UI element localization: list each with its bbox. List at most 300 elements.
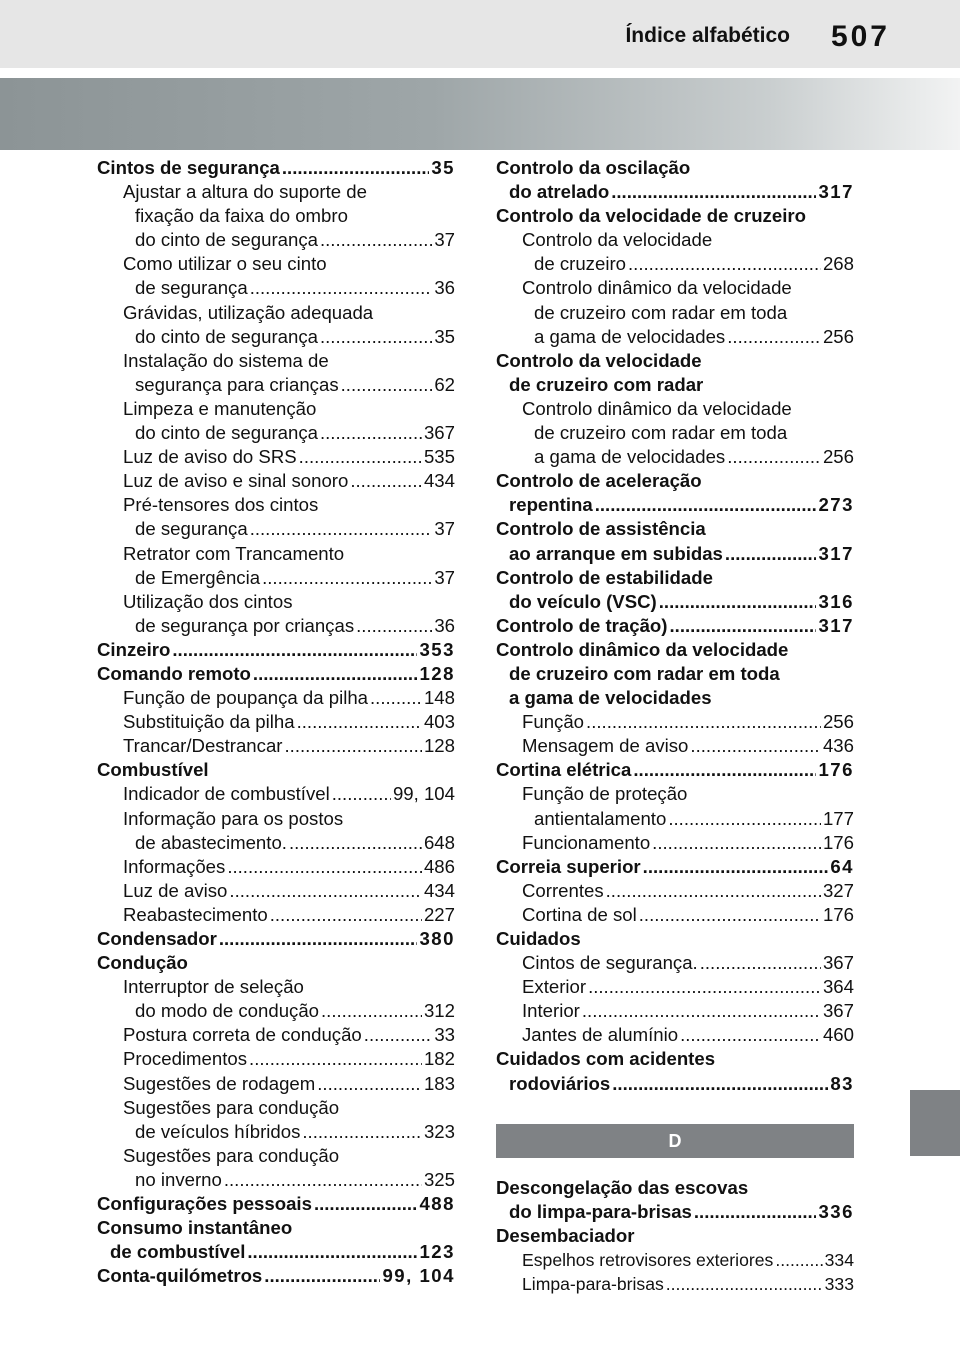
index-entry bbox=[97, 638, 455, 662]
index-line bbox=[496, 301, 854, 325]
page-reference[interactable]: 182 bbox=[423, 1048, 455, 1070]
index-subentry bbox=[97, 397, 455, 445]
leader-dots bbox=[227, 855, 422, 879]
leader-dots bbox=[317, 1072, 422, 1096]
page-reference[interactable]: 256 bbox=[822, 446, 854, 468]
index-entry bbox=[496, 758, 854, 782]
index-subentry bbox=[97, 301, 455, 349]
page-reference[interactable]: 227 bbox=[423, 903, 455, 925]
entry-term: Controlo de aceleração bbox=[496, 470, 702, 492]
page-reference[interactable]: 327 bbox=[822, 879, 854, 901]
leader-dots bbox=[262, 566, 432, 590]
index-subentry bbox=[496, 831, 854, 855]
entry-term: fixação da faixa do ombro bbox=[135, 205, 348, 227]
entry-term: de Emergência bbox=[135, 566, 261, 588]
index-line bbox=[496, 421, 854, 445]
index-line bbox=[97, 686, 455, 710]
index-line bbox=[496, 1176, 854, 1200]
letter-section-header: D bbox=[496, 1124, 854, 1158]
index-line bbox=[496, 180, 854, 204]
leader-dots bbox=[727, 325, 821, 349]
index-line bbox=[97, 975, 455, 999]
index-entry bbox=[97, 156, 455, 180]
leader-dots bbox=[694, 1200, 817, 1224]
leader-dots bbox=[249, 1047, 422, 1071]
entry-term: Cuidados bbox=[496, 928, 581, 949]
leader-dots bbox=[775, 1248, 822, 1272]
index-line bbox=[496, 566, 854, 590]
index-line bbox=[496, 807, 854, 831]
entry-term: do atrelado bbox=[509, 181, 610, 203]
index-subentry bbox=[97, 686, 455, 710]
entry-term: Controlo da velocidade de cruzeiro bbox=[496, 205, 806, 227]
page-reference[interactable]: 35 bbox=[431, 157, 455, 178]
entry-term: Controlo da oscilação bbox=[496, 157, 691, 178]
index-subentry bbox=[496, 710, 854, 734]
index-line bbox=[496, 1072, 854, 1096]
entry-term: de cruzeiro com radar bbox=[509, 373, 704, 395]
index-entry bbox=[496, 638, 854, 710]
index-line bbox=[97, 999, 455, 1023]
leader-dots bbox=[270, 903, 422, 927]
entry-term: Controlo de tração) bbox=[496, 614, 668, 636]
index-subentry bbox=[496, 228, 854, 276]
leader-dots bbox=[595, 493, 817, 517]
entry-term: repentina bbox=[509, 494, 593, 516]
page-reference[interactable]: 62 bbox=[434, 373, 455, 395]
index-entry bbox=[97, 1216, 455, 1264]
index-entry bbox=[496, 204, 854, 228]
page-reference[interactable]: 268 bbox=[822, 253, 854, 275]
leader-dots bbox=[611, 180, 816, 204]
page-reference[interactable]: 323 bbox=[423, 1120, 455, 1142]
page-reference[interactable]: 325 bbox=[423, 1168, 455, 1190]
entry-term: Pré-tensores dos cintos bbox=[123, 494, 319, 516]
index-subentry bbox=[496, 1248, 854, 1272]
entry-term: Comando remoto bbox=[97, 662, 251, 684]
page-reference[interactable]: 37 bbox=[434, 229, 455, 251]
index-subentry bbox=[496, 951, 854, 975]
leader-dots bbox=[727, 445, 821, 469]
entry-term: Procedimentos bbox=[123, 1048, 248, 1070]
page-reference[interactable]: 35 bbox=[434, 325, 455, 347]
index-entry bbox=[496, 1047, 854, 1095]
page-reference[interactable]: 176 bbox=[822, 831, 854, 853]
page-reference[interactable]: 535 bbox=[423, 446, 455, 468]
page-reference[interactable]: 256 bbox=[822, 325, 854, 347]
index-line bbox=[97, 1216, 455, 1240]
index-subentry bbox=[97, 782, 455, 806]
index-line bbox=[97, 662, 455, 686]
page-reference[interactable]: 336 bbox=[818, 1200, 854, 1222]
index-subentry bbox=[496, 276, 854, 348]
index-line bbox=[97, 252, 455, 276]
leader-dots bbox=[606, 879, 821, 903]
index-line bbox=[97, 397, 455, 421]
section-title: Índice alfabético bbox=[625, 24, 790, 47]
index-entry bbox=[97, 927, 455, 951]
index-line bbox=[97, 879, 455, 903]
entry-term: Utilização dos cintos bbox=[123, 590, 293, 612]
leader-dots bbox=[247, 1240, 417, 1264]
entry-term: Função de proteção bbox=[522, 783, 688, 805]
entry-term: Limpa-para-brisas bbox=[522, 1274, 664, 1295]
index-line bbox=[496, 710, 854, 734]
entry-term: de segurança bbox=[135, 518, 248, 540]
entry-term: Controlo dinâmico da velocidade bbox=[522, 277, 792, 299]
index-line bbox=[496, 493, 854, 517]
page-reference[interactable]: 176 bbox=[822, 903, 854, 925]
index-line bbox=[97, 1264, 455, 1288]
index-line bbox=[496, 734, 854, 758]
leader-dots bbox=[341, 373, 433, 397]
leader-dots bbox=[633, 758, 816, 782]
index-entry bbox=[496, 855, 854, 879]
index-line bbox=[496, 638, 854, 662]
leader-dots bbox=[219, 927, 418, 951]
entry-term: Controlo dinâmico da velocidade bbox=[522, 397, 792, 419]
entry-term: ao arranque em subidas bbox=[509, 542, 723, 564]
entry-term: Retrator com Trancamento bbox=[123, 542, 345, 564]
page-reference[interactable]: 128 bbox=[419, 662, 455, 684]
index-subentry bbox=[97, 469, 455, 493]
index-entry bbox=[496, 469, 854, 517]
entry-term: Luz de aviso e sinal sonoro bbox=[123, 470, 349, 492]
index-subentry bbox=[97, 252, 455, 300]
leader-dots bbox=[250, 276, 433, 300]
entry-term: Luz de aviso do SRS bbox=[123, 446, 297, 468]
index-line bbox=[97, 807, 455, 831]
index-line bbox=[97, 1240, 455, 1264]
entry-term: de cruzeiro com radar em toda bbox=[509, 662, 780, 684]
leader-dots bbox=[321, 999, 422, 1023]
index-line bbox=[97, 734, 455, 758]
page-reference[interactable]: 353 bbox=[419, 638, 455, 660]
page-reference[interactable]: 176 bbox=[818, 759, 854, 781]
entry-term: Controlo dinâmico da velocidade bbox=[496, 638, 789, 660]
entry-term: a gama de velocidades bbox=[509, 687, 712, 709]
index-line bbox=[97, 590, 455, 614]
index-line bbox=[97, 638, 455, 662]
index-subentry bbox=[496, 782, 854, 830]
header-banner bbox=[0, 78, 960, 150]
entry-term: Combustível bbox=[97, 759, 209, 781]
index-subentry bbox=[97, 1023, 455, 1047]
index-subentry bbox=[496, 1023, 854, 1047]
page-reference[interactable]: 33 bbox=[434, 1024, 455, 1046]
index-line bbox=[97, 421, 455, 445]
page-reference[interactable]: 317 bbox=[818, 542, 854, 564]
entry-term: Cintos de segurança. bbox=[522, 952, 698, 974]
page-reference[interactable]: 273 bbox=[818, 494, 854, 516]
page-reference[interactable]: 364 bbox=[822, 976, 854, 998]
entry-term: Substituição da pilha bbox=[123, 711, 295, 733]
page-reference[interactable]: 37 bbox=[434, 566, 455, 588]
index-line bbox=[97, 951, 455, 975]
entry-term: Função de poupança da pilha bbox=[123, 687, 369, 709]
index-line bbox=[496, 879, 854, 903]
leader-dots bbox=[289, 831, 422, 855]
page-reference[interactable]: 333 bbox=[824, 1274, 854, 1295]
entry-term: Cortina de sol bbox=[522, 903, 637, 925]
entry-term: no inverno bbox=[135, 1168, 222, 1190]
page-reference[interactable]: 434 bbox=[423, 470, 455, 492]
entry-term: a gama de velocidades bbox=[534, 446, 726, 468]
index-line bbox=[496, 469, 854, 493]
index-line bbox=[97, 445, 455, 469]
index-line bbox=[97, 710, 455, 734]
entry-term: Espelhos retrovisores exteriores bbox=[522, 1249, 774, 1270]
leader-dots bbox=[690, 734, 821, 758]
entry-term: do veículo (VSC) bbox=[509, 590, 657, 612]
index-line bbox=[496, 204, 854, 228]
entry-term: de cruzeiro com radar em toda bbox=[534, 301, 788, 323]
index-line bbox=[496, 951, 854, 975]
leader-dots bbox=[282, 156, 429, 180]
entry-term: Descongelação das escovas bbox=[496, 1176, 749, 1198]
chapter-thumb-tab bbox=[910, 1090, 960, 1156]
index-line bbox=[496, 1248, 854, 1272]
entry-term: Instalação do sistema de bbox=[123, 349, 329, 371]
index-entry bbox=[496, 1176, 854, 1224]
leader-dots bbox=[320, 325, 432, 349]
entry-term: Postura correta de condução bbox=[123, 1024, 362, 1046]
index-line bbox=[496, 276, 854, 300]
entry-term: do cinto de segurança bbox=[135, 229, 318, 251]
leader-dots bbox=[370, 686, 422, 710]
leader-dots bbox=[264, 1264, 380, 1288]
leader-dots bbox=[628, 252, 821, 276]
entry-term: Interior bbox=[522, 1000, 580, 1022]
leader-dots bbox=[364, 1023, 433, 1047]
entry-term: de cruzeiro com radar em toda bbox=[534, 422, 788, 444]
index-line bbox=[97, 1144, 455, 1168]
index-line bbox=[496, 758, 854, 782]
index-line bbox=[97, 156, 455, 180]
entry-term: Sugestões para condução bbox=[123, 1096, 340, 1118]
entry-term: Como utilizar o seu cinto bbox=[123, 253, 327, 275]
index-subentry bbox=[496, 879, 854, 903]
index-line bbox=[97, 493, 455, 517]
leader-dots bbox=[356, 614, 432, 638]
index-line bbox=[97, 1047, 455, 1071]
leader-dots bbox=[643, 855, 829, 879]
page-reference[interactable]: 648 bbox=[423, 831, 455, 853]
index-entry bbox=[496, 517, 854, 565]
page-reference[interactable]: 148 bbox=[423, 687, 455, 709]
page-reference[interactable]: 367 bbox=[423, 422, 455, 444]
entry-term: Sugestões para condução bbox=[123, 1144, 340, 1166]
entry-term: Configurações pessoais bbox=[97, 1193, 312, 1215]
entry-term: Condensador bbox=[97, 928, 217, 949]
entry-term: Correia superior bbox=[496, 855, 641, 877]
page-reference[interactable]: 177 bbox=[822, 807, 854, 829]
index-subentry bbox=[496, 903, 854, 927]
index-subentry bbox=[97, 1096, 455, 1144]
leader-dots bbox=[680, 1023, 821, 1047]
entry-term: Luz de aviso bbox=[123, 879, 228, 901]
index-subentry bbox=[97, 590, 455, 638]
entry-term: rodoviários bbox=[509, 1072, 611, 1094]
page-reference[interactable]: 334 bbox=[824, 1249, 854, 1270]
index-line bbox=[97, 566, 455, 590]
entry-term: Controlo da velocidade bbox=[522, 229, 713, 251]
index-line bbox=[97, 301, 455, 325]
index-line bbox=[496, 614, 854, 638]
index-line bbox=[496, 445, 854, 469]
index-line bbox=[97, 276, 455, 300]
entry-term: do cinto de segurança bbox=[135, 325, 318, 347]
entry-term: Condução bbox=[97, 952, 188, 974]
entry-term: de combustível bbox=[110, 1241, 246, 1263]
page-reference[interactable]: 99, 104 bbox=[382, 1265, 455, 1287]
index-subentry bbox=[496, 975, 854, 999]
page-reference[interactable]: 380 bbox=[419, 928, 455, 949]
index-line bbox=[496, 782, 854, 806]
leader-dots bbox=[582, 999, 821, 1023]
page-reference[interactable]: 99, 104 bbox=[392, 783, 455, 805]
page-reference[interactable]: 312 bbox=[423, 1000, 455, 1022]
leader-dots bbox=[314, 1192, 418, 1216]
index-line bbox=[97, 782, 455, 806]
index-line bbox=[97, 831, 455, 855]
index-line bbox=[496, 1047, 854, 1071]
entry-term: Desembaciador bbox=[496, 1224, 635, 1246]
index-line bbox=[496, 831, 854, 855]
leader-dots bbox=[320, 421, 422, 445]
page-reference[interactable]: 488 bbox=[419, 1193, 455, 1215]
index-line bbox=[496, 373, 854, 397]
entry-term: Grávidas, utilização adequada bbox=[123, 301, 374, 323]
leader-dots bbox=[612, 1072, 828, 1096]
entry-term: Trancar/Destrancar bbox=[123, 735, 283, 757]
index-line bbox=[97, 1023, 455, 1047]
leader-dots bbox=[253, 662, 418, 686]
index-line bbox=[496, 517, 854, 541]
index-line bbox=[496, 1272, 854, 1296]
header-bar bbox=[0, 0, 960, 68]
leader-dots bbox=[229, 879, 422, 903]
index-subentry bbox=[496, 397, 854, 469]
page-number: 507 bbox=[830, 20, 890, 53]
page-reference[interactable]: 367 bbox=[822, 1000, 854, 1022]
page-reference[interactable]: 256 bbox=[822, 711, 854, 733]
index-subentry bbox=[97, 903, 455, 927]
entry-term: Informação para os postos bbox=[123, 807, 344, 829]
index-subentry bbox=[496, 999, 854, 1023]
page-reference[interactable]: 83 bbox=[830, 1072, 854, 1094]
page-reference[interactable]: 317 bbox=[818, 181, 854, 203]
page-reference[interactable]: 486 bbox=[423, 855, 455, 877]
leader-dots bbox=[659, 590, 817, 614]
entry-term: de cruzeiro bbox=[534, 253, 626, 275]
page-reference[interactable]: 128 bbox=[423, 735, 455, 757]
index-line bbox=[496, 228, 854, 252]
entry-term: a gama de velocidades bbox=[534, 325, 726, 347]
entry-term: Ajustar a altura do suporte de bbox=[123, 181, 367, 203]
page-reference[interactable]: 123 bbox=[419, 1241, 455, 1263]
page-reference[interactable]: 64 bbox=[830, 855, 854, 877]
entry-term: Funcionamento bbox=[522, 831, 651, 853]
leader-dots bbox=[172, 638, 417, 662]
leader-dots bbox=[700, 951, 821, 975]
index-subentry bbox=[496, 734, 854, 758]
page-reference[interactable]: 434 bbox=[423, 879, 455, 901]
index-line bbox=[97, 517, 455, 541]
leader-dots bbox=[299, 445, 422, 469]
index-line bbox=[496, 975, 854, 999]
page-reference[interactable]: 36 bbox=[434, 277, 455, 299]
page-reference[interactable]: 403 bbox=[423, 711, 455, 733]
index-entry bbox=[496, 614, 854, 638]
entry-term: de abastecimento. bbox=[135, 831, 287, 853]
index-entry bbox=[97, 951, 455, 975]
leader-dots bbox=[224, 1168, 422, 1192]
index-subentry bbox=[97, 493, 455, 541]
index-line bbox=[97, 855, 455, 879]
page-reference[interactable]: 436 bbox=[822, 735, 854, 757]
index-subentry bbox=[97, 734, 455, 758]
index-line bbox=[97, 1072, 455, 1096]
page-reference[interactable]: 367 bbox=[822, 952, 854, 974]
entry-term: Função bbox=[522, 711, 585, 733]
leader-dots bbox=[320, 228, 432, 252]
page-reference[interactable]: 183 bbox=[423, 1072, 455, 1094]
entry-term: Correntes bbox=[522, 879, 604, 901]
index-line bbox=[97, 349, 455, 373]
index-line bbox=[97, 542, 455, 566]
index-subentry bbox=[97, 180, 455, 252]
leader-dots bbox=[332, 782, 391, 806]
entry-term: Interruptor de seleção bbox=[123, 976, 304, 998]
leader-dots bbox=[588, 975, 821, 999]
entry-term: Mensagem de aviso bbox=[522, 735, 689, 757]
index-subentry bbox=[97, 975, 455, 1023]
index-line bbox=[97, 204, 455, 228]
page-reference[interactable]: 317 bbox=[818, 614, 854, 636]
index-subentry bbox=[496, 1272, 854, 1296]
leader-dots bbox=[250, 517, 433, 541]
entry-term: Cintos de segurança bbox=[97, 157, 280, 178]
index-line bbox=[97, 180, 455, 204]
index-line bbox=[97, 1120, 455, 1144]
entry-term: do cinto de segurança bbox=[135, 422, 318, 444]
index-line bbox=[496, 325, 854, 349]
index-subentry bbox=[97, 1144, 455, 1192]
entry-term: segurança para crianças bbox=[135, 373, 339, 395]
entry-term: do limpa-para-brisas bbox=[509, 1200, 692, 1222]
entry-term: Cinzeiro bbox=[97, 638, 171, 660]
leader-dots bbox=[284, 734, 421, 758]
leader-dots bbox=[586, 710, 821, 734]
entry-term: Cuidados com acidentes bbox=[496, 1048, 716, 1070]
entry-term: Controlo de assistência bbox=[496, 518, 706, 540]
entry-term: Conta-quilómetros bbox=[97, 1265, 263, 1287]
index-subentry bbox=[97, 710, 455, 734]
index-entry bbox=[496, 156, 854, 204]
page-reference[interactable]: 460 bbox=[822, 1024, 854, 1046]
index-column-left bbox=[97, 156, 455, 1288]
entry-term: antientalamento bbox=[534, 807, 667, 829]
page-reference[interactable]: 36 bbox=[434, 614, 455, 636]
leader-dots bbox=[302, 1120, 422, 1144]
page-reference[interactable]: 37 bbox=[434, 518, 455, 540]
page-reference[interactable]: 316 bbox=[818, 590, 854, 612]
index-line bbox=[496, 252, 854, 276]
index-line bbox=[97, 373, 455, 397]
index-line bbox=[496, 349, 854, 373]
entry-term: de segurança por crianças bbox=[135, 614, 355, 636]
